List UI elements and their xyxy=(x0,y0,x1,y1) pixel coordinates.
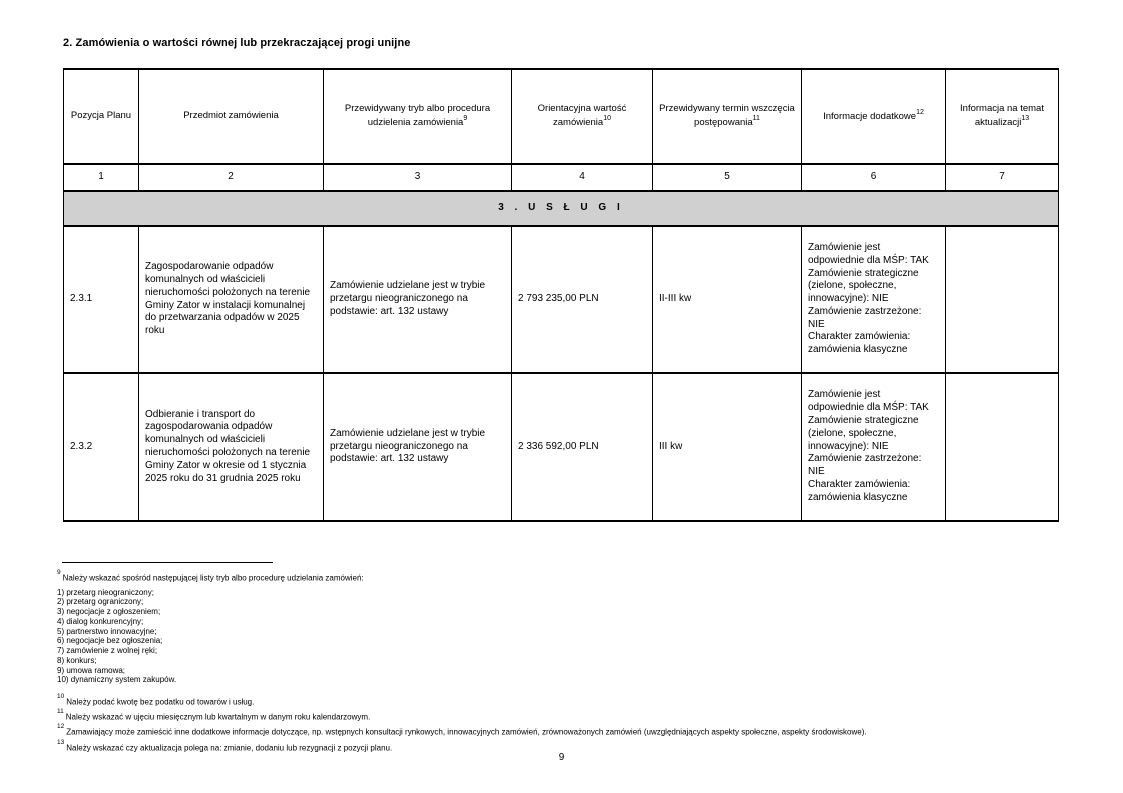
subject-cell: Odbieranie i transport do zagospodarowania odpadów komunalnych od właścicieli nieruchomości położonych na terenie Gminy Zator w okresie od 1 stycznia 2025 roku do 31 grudnia 2025 roku xyxy=(139,373,324,521)
additional-info-cell xyxy=(802,226,946,373)
additional-info-line: Zamówienie strategiczne (zielone, społeczne, innowacyjne): NIE xyxy=(808,415,919,452)
table-row xyxy=(64,226,1059,373)
footnote-ref-9: 9 xyxy=(463,115,468,123)
footnote-list-item: 7) zamówienie z wolnej ręki; xyxy=(57,646,158,656)
table-row xyxy=(64,373,1059,521)
page-title: 2. Zamówienia o wartości równej lub przekraczającej progi unijne xyxy=(63,37,411,49)
footnote-list-item: 3) negocjacje z ogłoszeniem; xyxy=(57,607,161,617)
column-header-term: Przewidywany termin wszczęcia postępowania$^{11}$ xyxy=(653,69,802,164)
column-header-position: Pozycja Planu xyxy=(64,69,139,164)
section-header-row xyxy=(64,191,1059,226)
term-cell: III kw xyxy=(653,373,802,521)
column-number: 4 xyxy=(512,164,653,191)
column-number: 6 xyxy=(802,164,946,191)
column-header-additional-info: Informacje dodatkowe$^{12}$ xyxy=(802,69,946,164)
footnote-marker: 10 xyxy=(57,693,65,701)
footnote-marker: 12 xyxy=(57,723,65,731)
footnotes-10-13 xyxy=(57,693,1102,753)
footnote-ref-13: 13 xyxy=(1021,115,1030,123)
additional-info-line: Charakter zamówienia: zamówienia klasyczne xyxy=(808,478,911,503)
footnote-list-item: 2) przetarg ograniczony; xyxy=(57,597,144,607)
procurement-table-wrap xyxy=(63,68,1058,522)
column-number: 5 xyxy=(653,164,802,191)
subject-cell: Zagospodarowanie odpadów komunalnych od właścicieli nieruchomości położonych na terenie Gminy Zator w instalacji komunalnej do przetwarzania odpadów w 2025 roku xyxy=(139,226,324,373)
footnotes-section xyxy=(57,562,1102,757)
footnote-9-list xyxy=(57,588,1102,686)
footnote-9: $^9$Należy wskazać spośród następującej listy tryb albo procedurę udzielania zamówień: xyxy=(57,569,364,583)
column-number-row xyxy=(64,164,1059,191)
update-info-cell xyxy=(946,373,1059,521)
footnote-ref-10: 10 xyxy=(603,115,611,123)
footnote-11: $^{11}$Należy wskazać w ujęciu miesięcznym lub kwartalnym w danym roku kalendarzowym. xyxy=(57,708,371,722)
additional-info-cell xyxy=(802,373,946,521)
footnote-list-item: 6) negocjacje bez ogłoszenia; xyxy=(57,636,163,646)
footnote-list-item: 1) przetarg nieograniczony; xyxy=(57,587,154,597)
footnote-list-item: 4) dialog konkurencyjny; xyxy=(57,616,144,626)
additional-info-line: Zamówienie jest odpowiednie dla MŚP: TAK xyxy=(808,241,929,266)
footnote-list-item: 10) dynamiczny system zakupów. xyxy=(57,675,177,685)
additional-info-line: Zamówienie zastrzeżone: NIE xyxy=(808,305,922,330)
value-cell: 2 793 235,00 PLN xyxy=(512,226,653,373)
position-cell: 2.3.1 xyxy=(64,226,139,373)
footnote-marker: 9 xyxy=(57,569,61,576)
procedure-cell: Zamówienie udzielane jest w trybie przetargu nieograniczonego na podstawie: art. 132 ustawy xyxy=(324,226,512,373)
additional-info-line: Charakter zamówienia: zamówienia klasyczne xyxy=(808,331,911,356)
column-number: 3 xyxy=(324,164,512,191)
footnote-13: $^{13}$Należy wskazać czy aktualizacja polega na: zmianie, dodaniu lub rezygnacji z pozycji planu. xyxy=(57,738,393,753)
footnote-marker: 11 xyxy=(57,708,64,716)
procurement-plan-table xyxy=(63,68,1059,522)
section-header-uslugi: 3 . U S Ł U G I xyxy=(64,191,1059,226)
column-number: 2 xyxy=(139,164,324,191)
additional-info-line: Zamówienie zastrzeżone: NIE xyxy=(808,453,922,478)
footnote-list-item: 5) partnerstwo innowacyjne; xyxy=(57,626,157,636)
term-cell: II-III kw xyxy=(653,226,802,373)
value-cell: 2 336 592,00 PLN xyxy=(512,373,653,521)
footnote-list-item: 8) konkurs; xyxy=(57,655,97,665)
procedure-cell: Zamówienie udzielane jest w trybie przetargu nieograniczonego na podstawie: art. 132 ustawy xyxy=(324,373,512,521)
update-info-cell xyxy=(946,226,1059,373)
footnote-12: $^{12}$Zamawiający może zamieścić inne dodatkowe informacje dotyczące, np. wstępnych konsultacji rynkowych, innowacyjnych zamówień, zrównoważonych zamówień (uwzględniających aspekty społeczne, aspekty środowiskowe). xyxy=(57,723,867,738)
column-header-procedure: Przewidywany tryb albo procedura udzielenia zamówienia$^9$ xyxy=(324,69,512,164)
additional-info-line: Zamówienie strategiczne (zielone, społeczne, innowacyjne): NIE xyxy=(808,267,919,305)
additional-info-line: Zamówienie jest odpowiednie dla MŚP: TAK xyxy=(808,389,929,414)
footnote-list-item: 9) umowa ramowa; xyxy=(57,665,126,675)
footnote-marker: 13 xyxy=(57,738,65,746)
page-number: 9 xyxy=(558,752,565,763)
table-header-row xyxy=(64,69,1059,164)
position-cell: 2.3.2 xyxy=(64,373,139,521)
footnote-10: $^{10}$Należy podać kwotę bez podatku od towarów i usług. xyxy=(57,693,255,707)
footnote-ref-12: 12 xyxy=(916,109,924,117)
column-header-subject: Przedmiot zamówienia xyxy=(139,69,324,164)
footnote-separator-line xyxy=(62,562,273,563)
column-header-update-info: Informacja na temat aktualizacji$^{13}$ xyxy=(946,69,1059,164)
footnote-ref-11: 11 xyxy=(752,115,760,123)
column-number: 1 xyxy=(64,164,139,191)
column-number: 7 xyxy=(946,164,1059,191)
column-header-value: Orientacyjna wartość zamówienia$^{10}$ xyxy=(512,69,653,164)
